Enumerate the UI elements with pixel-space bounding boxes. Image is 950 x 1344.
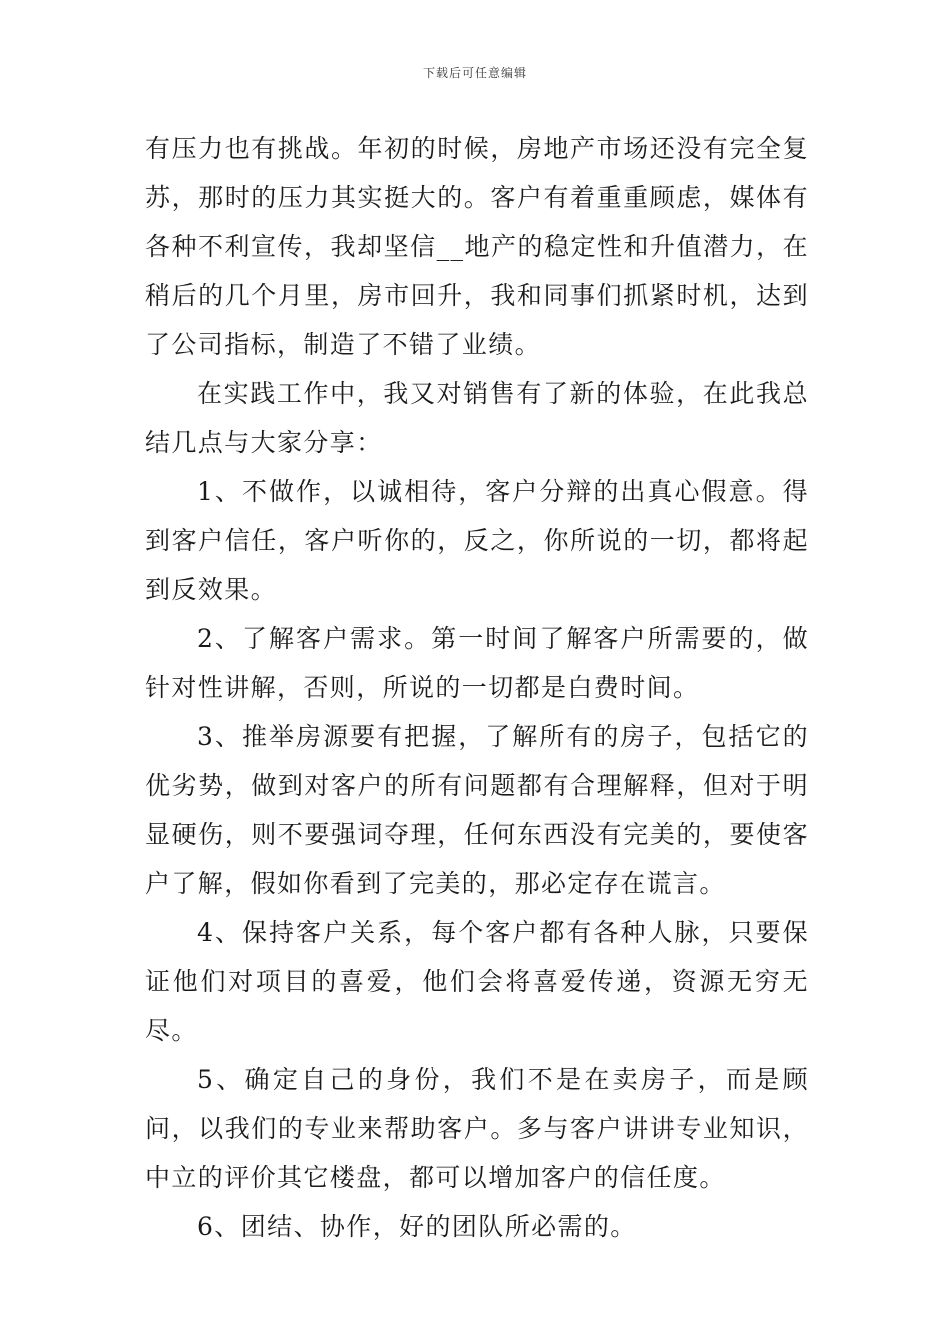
paragraph-continued-intro: 有压力也有挑战。年初的时候，房地产市场还没有完全复苏，那时的压力其实挺大的。客户有着重重顾虑，媒体有各种不利宣传，我却坚信__地产的稳定性和升值潜力，在稍后的几个月里，房市回升，我和同事们抓紧时机，达到了公司指标，制造了不错了业绩。 bbox=[145, 134, 809, 359]
list-item-point-5: 5、确定自己的身份，我们不是在卖房子，而是顾问，以我们的专业来帮助客户。多与客户讲讲专业知识，中立的评价其它楼盘，都可以增加客户的信任度。 bbox=[145, 1065, 809, 1192]
list-item-point-4: 4、保持客户关系，每个客户都有各种人脉，只要保证他们对项目的喜爱，他们会将喜爱传递，资源无穷无尽。 bbox=[145, 918, 809, 1045]
page-header-note: 下载后可任意编辑 bbox=[422, 66, 527, 80]
list-item-point-2: 2、了解客户需求。第一时间了解客户所需要的，做针对性讲解，否则，所说的一切都是白费时间。 bbox=[145, 624, 809, 702]
list-item-point-1: 1、不做作，以诚相待，客户分辩的出真心假意。得到客户信任，客户听你的，反之，你所说的一切，都将起到反效果。 bbox=[145, 477, 809, 604]
document-body bbox=[145, 124, 809, 1251]
list-item-point-3: 3、推举房源要有把握，了解所有的房子，包括它的优劣势，做到对客户的所有问题都有合理解释，但对于明显硬伤，则不要强词夺理，任何东西没有完美的，要使客户了解，假如你看到了完美的，那必定存在谎言。 bbox=[145, 722, 809, 898]
list-item-point-6: 6、团结、协作，好的团队所必需的。 bbox=[197, 1212, 637, 1241]
paragraph-summary-intro: 在实践工作中，我又对销售有了新的体验，在此我总结几点与大家分享： bbox=[145, 379, 809, 457]
